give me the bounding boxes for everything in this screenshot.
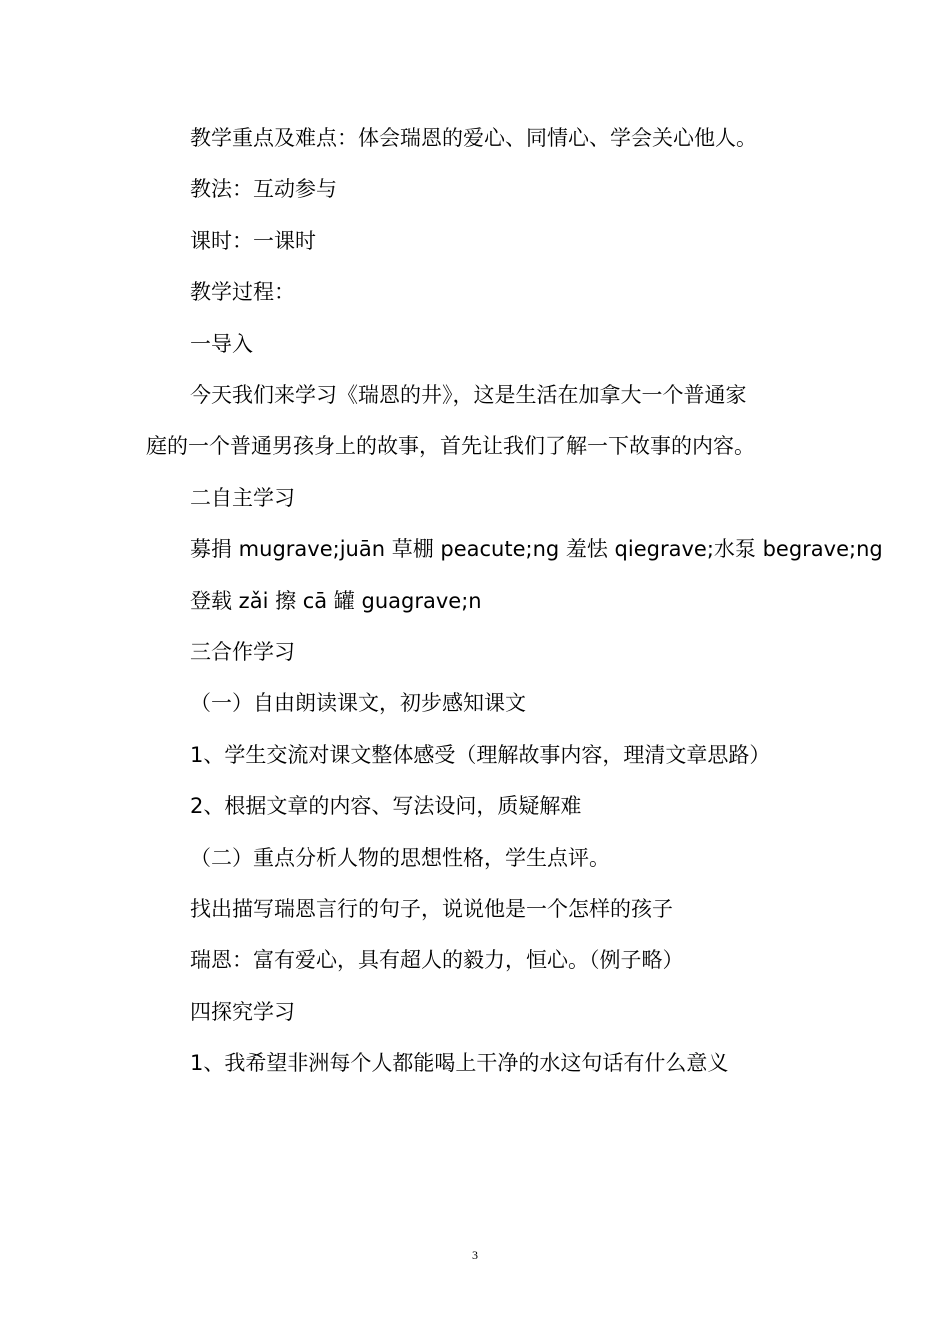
text-line-teaching-process: 教学过程： <box>190 280 295 304</box>
text-line-inquiry-item-1: 1、我希望非洲每个人都能喝上干净的水这句话有什么意义 <box>190 1051 729 1075</box>
text-line-class-hours: 课时：一课时 <box>190 229 316 253</box>
text-line-find-sentences: 找出描写瑞恩言行的句子，说说他是一个怎样的孩子 <box>190 897 673 921</box>
page-number: 3 <box>472 1248 478 1262</box>
text-line-subsection-1: （一）自由朗读课文，初步感知课文 <box>190 691 526 715</box>
text-line-teaching-focus: 教学重点及难点：体会瑞恩的爱心、同情心、学会关心他人。 <box>190 126 757 150</box>
text-line-section-introduction: 一导入 <box>190 332 253 356</box>
text-line-vocabulary-2: 登载 zǎi 擦 cā 罐 guagrave;n <box>190 589 482 613</box>
text-line-ryan-traits: 瑞恩：富有爱心，具有超人的毅力，恒心。（例子略） <box>190 948 684 972</box>
text-line-vocabulary-1: 募捐 mugrave;juān 草棚 peacute;ng 羞怯 qiegrave;水泵 begrave;ng <box>190 537 883 561</box>
text-line-teaching-method: 教法：互动参与 <box>190 177 337 201</box>
text-line-item-1: 1、学生交流对课文整体感受（理解故事内容，理清文章思路） <box>190 743 771 767</box>
text-line-section-self-study: 二自主学习 <box>190 486 295 510</box>
text-line-section-cooperative-study: 三合作学习 <box>190 640 295 664</box>
text-line-section-inquiry-study: 四探究学习 <box>190 1000 295 1024</box>
text-line-intro-paragraph-1: 今天我们来学习《瑞恩的井》，这是生活在加拿大一个普通家 <box>190 383 747 407</box>
text-line-subsection-2: （二）重点分析人物的思想性格，学生点评。 <box>190 846 610 870</box>
text-line-intro-paragraph-2: 庭的一个普通男孩身上的故事，首先让我们了解一下故事的内容。 <box>146 434 755 458</box>
text-line-item-2: 2、根据文章的内容、写法设问，质疑解难 <box>190 794 582 818</box>
